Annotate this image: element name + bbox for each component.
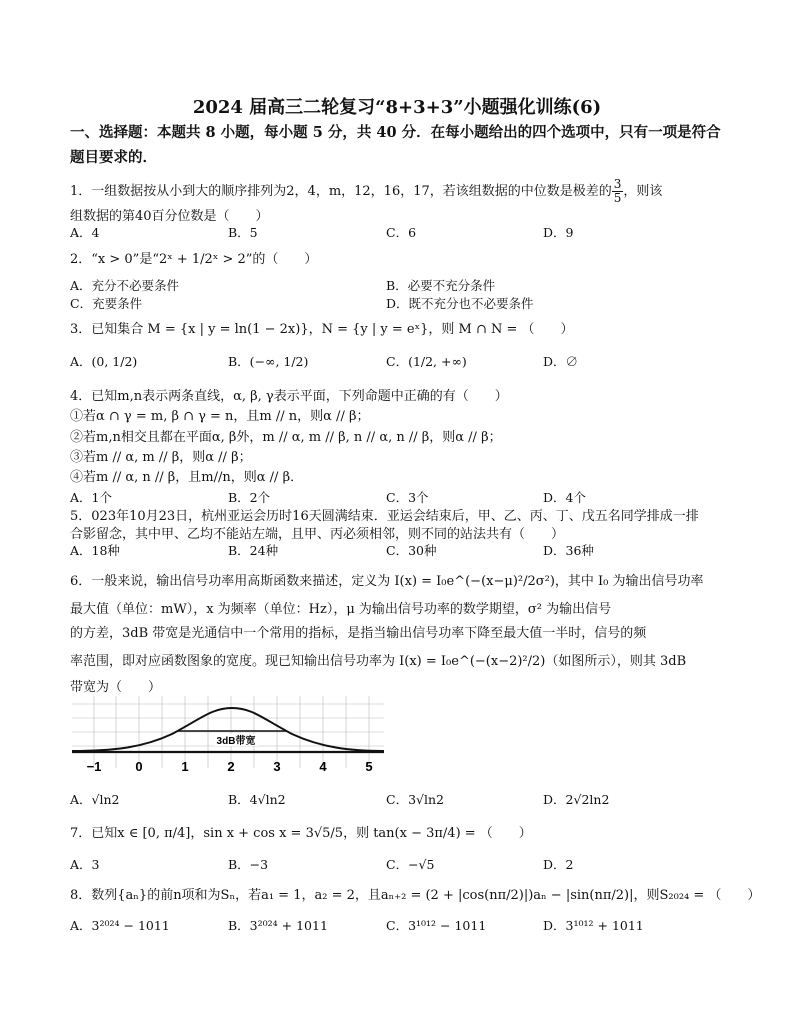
question-4-item-2: ②若m,n相交且都在平面α, β外，m // α, m // β, n // α, n // β，则α // β； (70, 430, 502, 445)
question-6-line-5: 带宽为（ ） (70, 680, 162, 695)
question-6-line-3: 的方差，3dB 带宽是光通信中一个常用的指标，是指当输出信号功率下降至最大值一半时，信号的频 (70, 626, 647, 641)
question-5-option-c[interactable]: C．30种 (386, 543, 437, 558)
fraction-denominator: 5 (613, 191, 622, 205)
question-4-item-1: ①若α ∩ γ = m, β ∩ γ = n，且m // n，则α // β； (70, 409, 370, 424)
tick-label: 2 (227, 759, 235, 774)
question-7-option-d[interactable]: D．2 (543, 857, 574, 872)
question-5-option-b[interactable]: B．24种 (228, 543, 279, 558)
question-2-option-d[interactable]: D．既不充分也不必要条件 (386, 296, 534, 311)
question-4-item-3: ③若m // α, m // β，则α // β； (70, 450, 252, 465)
question-2-option-a[interactable]: A．充分不必要条件 (70, 278, 180, 293)
question-4-option-a[interactable]: A．1个 (70, 490, 112, 505)
page-title: 2024 届高三二轮复习“8+3+3”小题强化训练(6) (192, 97, 602, 118)
tick-label: 1 (181, 759, 189, 774)
tick-label: 4 (319, 759, 327, 774)
question-7-option-b[interactable]: B．−3 (228, 857, 269, 872)
question-4-option-d[interactable]: D．4个 (543, 490, 586, 505)
tick-labels (87, 759, 373, 774)
fraction-numerator: 3 (613, 177, 622, 191)
question-3-option-d[interactable]: D．∅ (543, 354, 579, 369)
question-5-option-a[interactable]: A．18种 (70, 543, 120, 558)
question-1-stem-part-a: 1．一组数据按从小到大的顺序排列为2，4，m，12，16，17，若该组数据的中位数是极差的 (70, 184, 612, 199)
question-6-option-b[interactable]: B．4√ln2 (228, 792, 286, 807)
question-4-option-b[interactable]: B．2个 (228, 490, 271, 505)
question-1-stem-part-b: ，则该 (623, 184, 663, 199)
question-2-option-c[interactable]: C．充要条件 (70, 296, 143, 311)
gaussian-figure (72, 696, 384, 778)
question-8-option-d[interactable]: D．3¹⁰¹² + 1011 (543, 918, 644, 933)
question-5-option-d[interactable]: D．36种 (543, 543, 594, 558)
question-7-option-c[interactable]: C．−√5 (386, 857, 435, 872)
question-4-item-4: ④若m // α, n // β，且m//n，则α // β． (70, 470, 304, 485)
question-1-stem (70, 178, 662, 205)
question-3-option-b[interactable]: B．(−∞, 1/2) (228, 354, 309, 369)
question-1-option-a[interactable]: A．4 (70, 225, 100, 240)
question-8-option-b[interactable]: B．3²⁰²⁴ + 1011 (228, 918, 328, 933)
question-6-line-1: 6．一般来说，输出信号功率用高斯函数来描述，定义为 I(x) = I₀e^(−(x−μ)²/2σ²)，其中 I₀ 为输出信号功率 (70, 574, 704, 589)
question-7-stem: 7．已知x ∈ [0, π/4]，sin x + cos x = 3√5/5，则 tan(x − 3π/4) = （ ） (70, 826, 532, 841)
question-6-option-c[interactable]: C．3√ln2 (386, 792, 444, 807)
band-label: 3dB带宽 (216, 736, 256, 747)
question-1-option-c[interactable]: C．6 (386, 225, 417, 240)
question-4-option-c[interactable]: C．3个 (386, 490, 429, 505)
tick-label: −1 (86, 759, 102, 774)
tick-label: 5 (365, 759, 373, 774)
question-2-stem: 2．“x > 0”是“2ˣ + 1/2ˣ > 2”的（ ） (70, 252, 318, 267)
question-1-fraction (612, 178, 624, 205)
question-8-stem: 8．数列{aₙ}的前n项和为Sₙ，若a₁ = 1，a₂ = 2，且aₙ₊₂ = (2 + |cos(nπ/2)|)aₙ − |sin(nπ/2)|，则S₂₀₂₄ = （ ） (70, 888, 761, 903)
question-6-line-2: 最大值（单位：mW），x 为频率（单位：Hz），μ 为输出信号功率的数学期望，σ² 为输出信号 (70, 602, 612, 617)
gaussian-plot (72, 696, 384, 778)
question-1-stem-cont: 组数据的第40百分位数是（ ） (70, 209, 269, 224)
question-5-stem-cont: 合影留念，其中甲、乙均不能站左端，且甲、丙必须相邻，则不同的站法共有（ ） (70, 527, 565, 542)
question-3-stem: 3．已知集合 M = {x | y = ln(1 − 2x)}，N = {y | y = eˣ}，则 M ∩ N = （ ） (70, 322, 574, 337)
grid (72, 696, 384, 768)
tick-label: 0 (135, 759, 143, 774)
question-2-option-b[interactable]: B．必要不充分条件 (386, 278, 496, 293)
question-4-stem: 4．已知m,n表示两条直线，α, β, γ表示平面，下列命题中正确的有（ ） (70, 389, 508, 404)
question-6-line-4: 率范围，即对应函数图象的宽度。现已知输出信号功率为 I(x) = I₀e^(−(x−2)²/2)（如图所示），则其 3dB (70, 654, 687, 669)
question-8-option-a[interactable]: A．3²⁰²⁴ − 1011 (70, 918, 170, 933)
tick-label: 3 (273, 759, 281, 774)
question-1-option-b[interactable]: B．5 (228, 225, 258, 240)
question-6-option-d[interactable]: D．2√2ln2 (543, 792, 610, 807)
question-8-option-c[interactable]: C．3¹⁰¹² − 1011 (386, 918, 487, 933)
question-7-option-a[interactable]: A．3 (70, 857, 100, 872)
question-5-stem: 5．023年10月23日，杭州亚运会历时16天圆满结束．亚运会结束后，甲、乙、丙、丁、戊五名同学排成一排 (70, 509, 699, 524)
section-header: 一、选择题：本题共 8 小题，每小题 5 分，共 40 分．在每小题给出的四个选项中，只有一项是符合题目要求的． (70, 124, 721, 166)
question-1-option-d[interactable]: D．9 (543, 225, 574, 240)
question-3-option-c[interactable]: C．(1/2, +∞) (386, 354, 467, 369)
question-6-option-a[interactable]: A．√ln2 (70, 792, 120, 807)
question-3-option-a[interactable]: A．(0, 1/2) (70, 354, 138, 369)
